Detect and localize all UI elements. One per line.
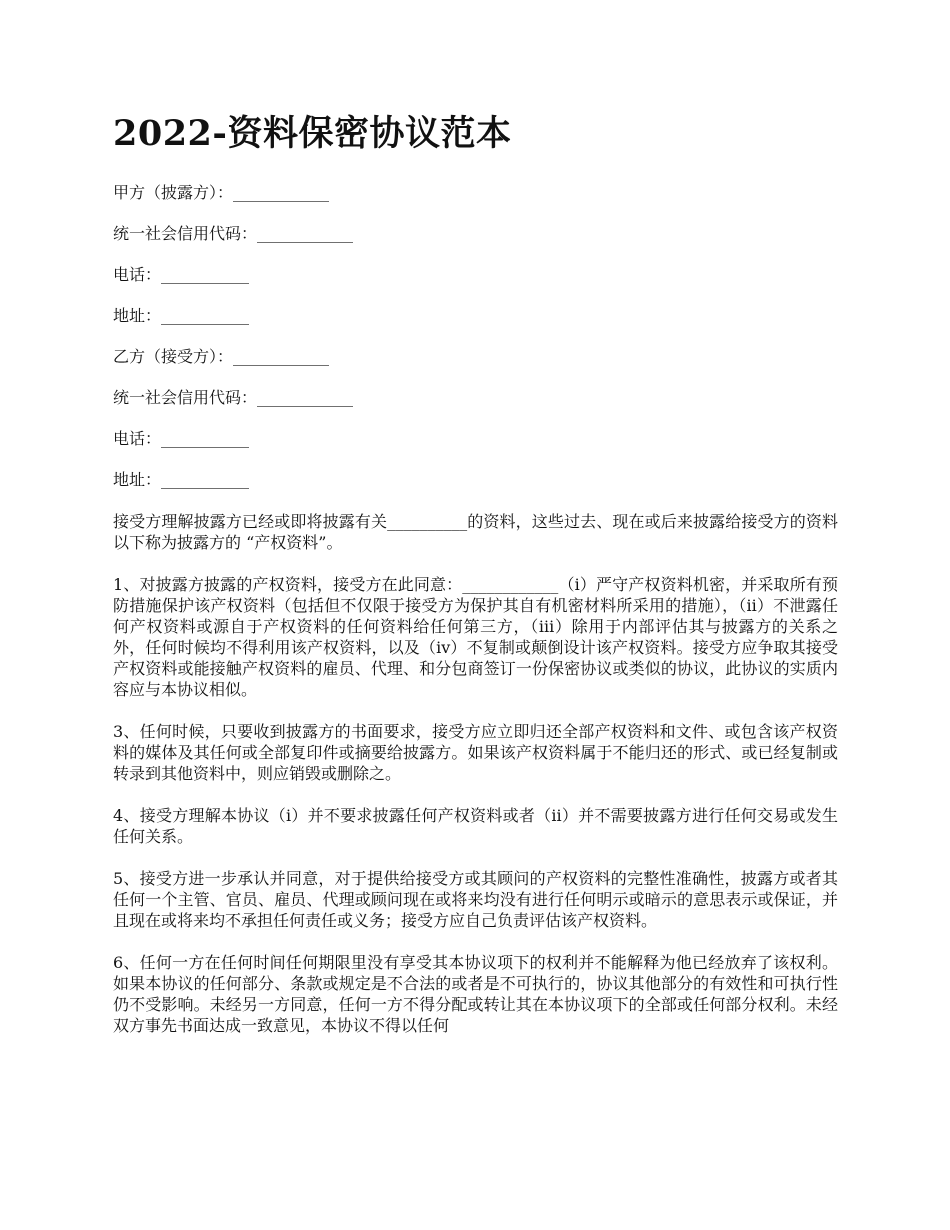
intro-paragraph: 接受方理解披露方已经或即将披露有关__________的资料，这些过去、现在或后来披露给接受方的资料以下称为披露方的 “产权资料”。 xyxy=(113,512,838,552)
party-b-credit-code-field: 统一社会信用代码：____________ xyxy=(113,388,354,407)
party-b-name-field: 乙方（接受方）：____________ xyxy=(113,347,330,366)
party-b-address-field: 地址：___________ xyxy=(113,470,250,489)
party-b-phone-field: 电话：___________ xyxy=(113,429,250,448)
party-a-name-field: 甲方（披露方）：____________ xyxy=(113,183,330,202)
clause-6-paragraph: 6、任何一方在任何时间任何期限里没有享受其本协议项下的权利并不能解释为他已经放弃了该权利。如果本协议的任何部分、条款或规定是不合法的或者是不可执行的，协议其他部分的有效性和可执行性仍不受影响。未经另一方同意，任何一方不得分配或转让其在本协议项下的全部或任何部分权利。未经双方事先书面达成一致意见，本协议不得以任何 xyxy=(113,953,838,1035)
party-a-address-field: 地址：___________ xyxy=(113,306,250,325)
party-a-phone-field: 电话：___________ xyxy=(113,265,250,284)
clause-3-paragraph: 3、任何时候，只要收到披露方的书面要求，接受方应立即归还全部产权资料和文件、或包含该产权资料的媒体及其任何或全部复印件或摘要给披露方。如果该产权资料属于不能归还的形式、或已经复制或转录到其他资料中，则应销毁或删除之。 xyxy=(113,722,838,783)
clause-5-paragraph: 5、接受方进一步承认并同意，对于提供给接受方或其顾问的产权资料的完整性准确性，披露方或者其任何一个主管、官员、雇员、代理或顾问现在或将来均没有进行任何明示或暗示的意思表示或保证，并且现在或将来均不承担任何责任或义务；接受方应自己负责评估该产权资料。 xyxy=(113,869,838,930)
party-a-credit-code-field: 统一社会信用代码：____________ xyxy=(113,224,354,243)
clause-1-paragraph: 1、对披露方披露的产权资料，接受方在此同意：____________（i）严守产权资料机密，并采取所有预防措施保护该产权资料（包括但不仅限于接受方为保护其自有机密材料所采用的措施），（ii）不泄露任何产权资料或源自于产权资料的任何资料给任何第三方，（iii）除用于内部评估其与披露方的关系之外，任何时候均不得利用该产权资料，以及（iv）不复制或颠倒设计该产权资料。接受方应争取其接受产权资料或能接触产权资料的雇员、代理、和分包商签订一份保密协议或类似的协议，此协议的实质内容应与本协议相似。 xyxy=(113,575,838,699)
document-title: 2022-资料保密协议范本 xyxy=(113,113,512,154)
clause-4-paragraph: 4、接受方理解本协议（i）并不要求披露任何产权资料或者（ii）并不需要披露方进行任何交易或发生任何关系。 xyxy=(113,806,838,846)
